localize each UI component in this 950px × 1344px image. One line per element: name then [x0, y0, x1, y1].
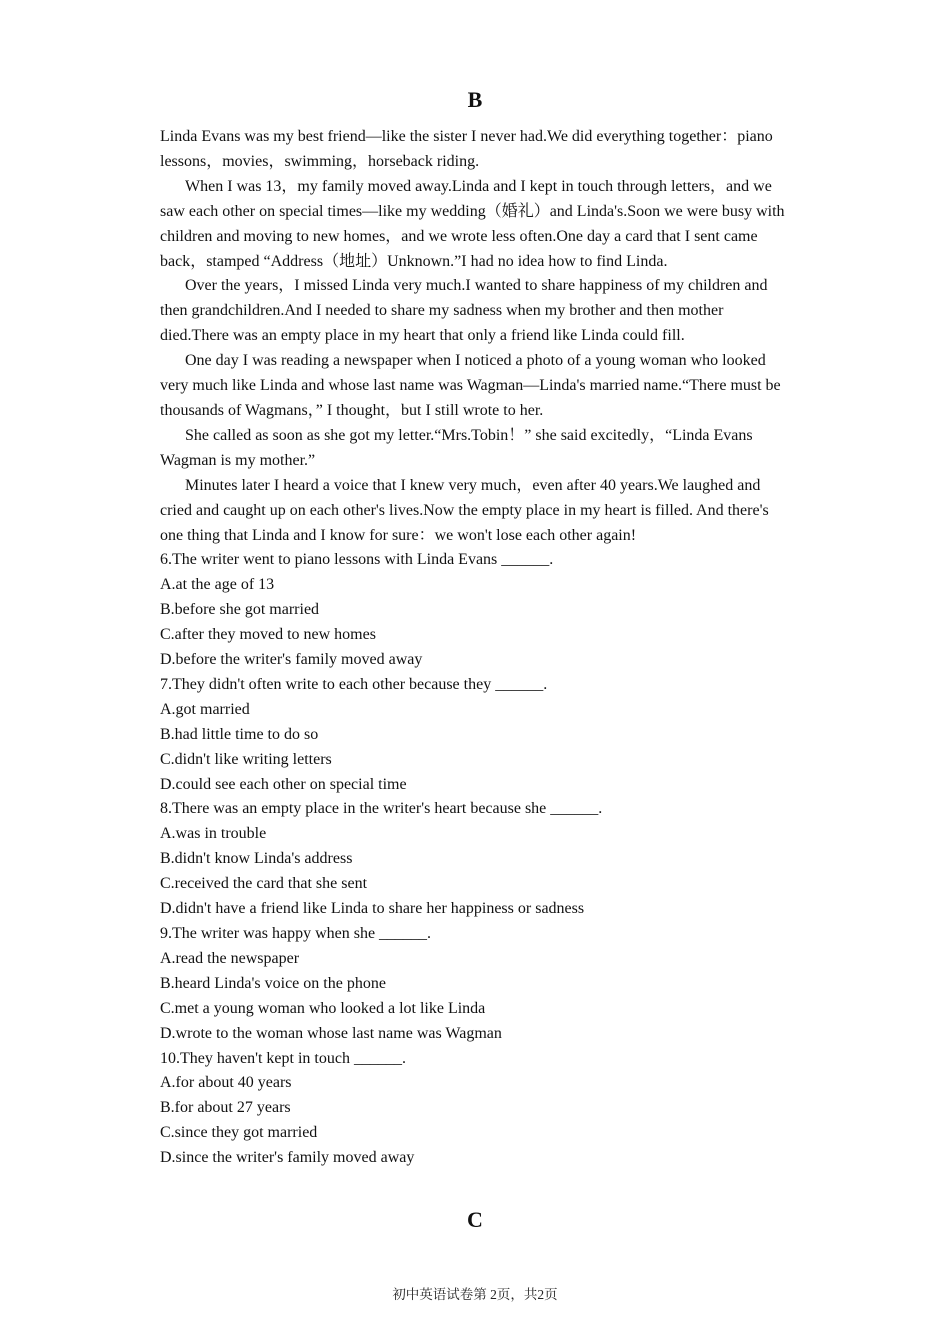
question-6 — [160, 548, 790, 673]
option-c: C.met a young woman who looked a lot like Linda — [160, 999, 486, 1017]
option-d: D.wrote to the woman whose last name was Wagman — [160, 1024, 502, 1042]
option-a: A.was in trouble — [160, 825, 267, 843]
option-d: D.didn't have a friend like Linda to share her happiness or sadness — [160, 900, 585, 918]
question-9 — [160, 922, 790, 1047]
option-c: C.received the card that she sent — [160, 875, 368, 893]
option-c: C.since they got married — [160, 1124, 318, 1142]
option-a: A.read the newspaper — [160, 949, 300, 967]
option-b: B.didn't know Linda's address — [160, 850, 353, 868]
passage-paragraph: When I was 13，my family moved away.Linda and I kept in touch through letters，and we saw each other on special times—like my wedding（婚礼）and Linda's.Soon we were busy with children and moving to new homes，and we wrote less often.One day a card that I sent came back，stamped “Address（地址）Unknown.”I had no idea how to find Linda. — [160, 177, 785, 270]
reading-section-b — [160, 125, 790, 1171]
page-footer: 初中英语试卷第 2页，共2页 — [392, 1287, 558, 1302]
question-stem: 10.They haven't kept in touch ______. — [160, 1049, 406, 1067]
passage-paragraph: Over the years，I missed Linda very much.I wanted to share happiness of my children and then grandchildren.And I needed to share my sadness when my brother and then mother died.There was an empty place in my heart that only a friend like Linda could fill. — [160, 277, 768, 345]
passage-paragraph: Minutes later I heard a voice that I knew very much，even after 40 years.We laughed and cried and caught up on each other's lives.Now the empty place in my heart is filled. And there's one thing that Linda and I know for sure：we won't lose each other again! — [160, 476, 769, 544]
passage-paragraph: She called as soon as she got my letter.“Mrs.Tobin！” she said excitedly，“Linda Evans Wagman is my mother.” — [160, 426, 753, 469]
section-b-heading: B — [467, 87, 483, 112]
option-d: D.since the writer's family moved away — [160, 1149, 415, 1167]
question-8 — [160, 797, 790, 922]
question-10 — [160, 1047, 790, 1172]
option-c: C.after they moved to new homes — [160, 626, 376, 644]
question-7 — [160, 673, 790, 798]
question-stem: 7.They didn't often write to each other because they ______. — [160, 675, 548, 693]
option-b: B.for about 27 years — [160, 1099, 291, 1117]
option-d: D.before the writer's family moved away — [160, 651, 423, 669]
option-a: A.at the age of 13 — [160, 576, 275, 594]
section-c-heading: C — [467, 1207, 483, 1232]
option-b: B.had little time to do so — [160, 725, 319, 743]
question-stem: 6.The writer went to piano lessons with Linda Evans ______. — [160, 551, 554, 569]
passage — [160, 125, 790, 548]
option-a: A.got married — [160, 700, 250, 718]
question-stem: 8.There was an empty place in the writer's heart because she ______. — [160, 800, 603, 818]
passage-paragraph: Linda Evans was my best friend—like the sister I never had.We did everything together：piano lessons，movies，swimming，horseback riding. — [160, 128, 773, 170]
passage-paragraph: One day I was reading a newspaper when I noticed a photo of a young woman who looked very much like Linda and whose last name was Wagman—Linda's married name.“There must be thousands of Wagmans，” I thought，but I still wrote to her. — [160, 352, 781, 419]
option-c: C.didn't like writing letters — [160, 750, 332, 768]
option-a: A.for about 40 years — [160, 1074, 292, 1092]
option-b: B.before she got married — [160, 601, 320, 619]
question-stem: 9.The writer was happy when she ______. — [160, 925, 432, 942]
option-d: D.could see each other on special time — [160, 775, 407, 793]
option-b: B.heard Linda's voice on the phone — [160, 974, 386, 992]
